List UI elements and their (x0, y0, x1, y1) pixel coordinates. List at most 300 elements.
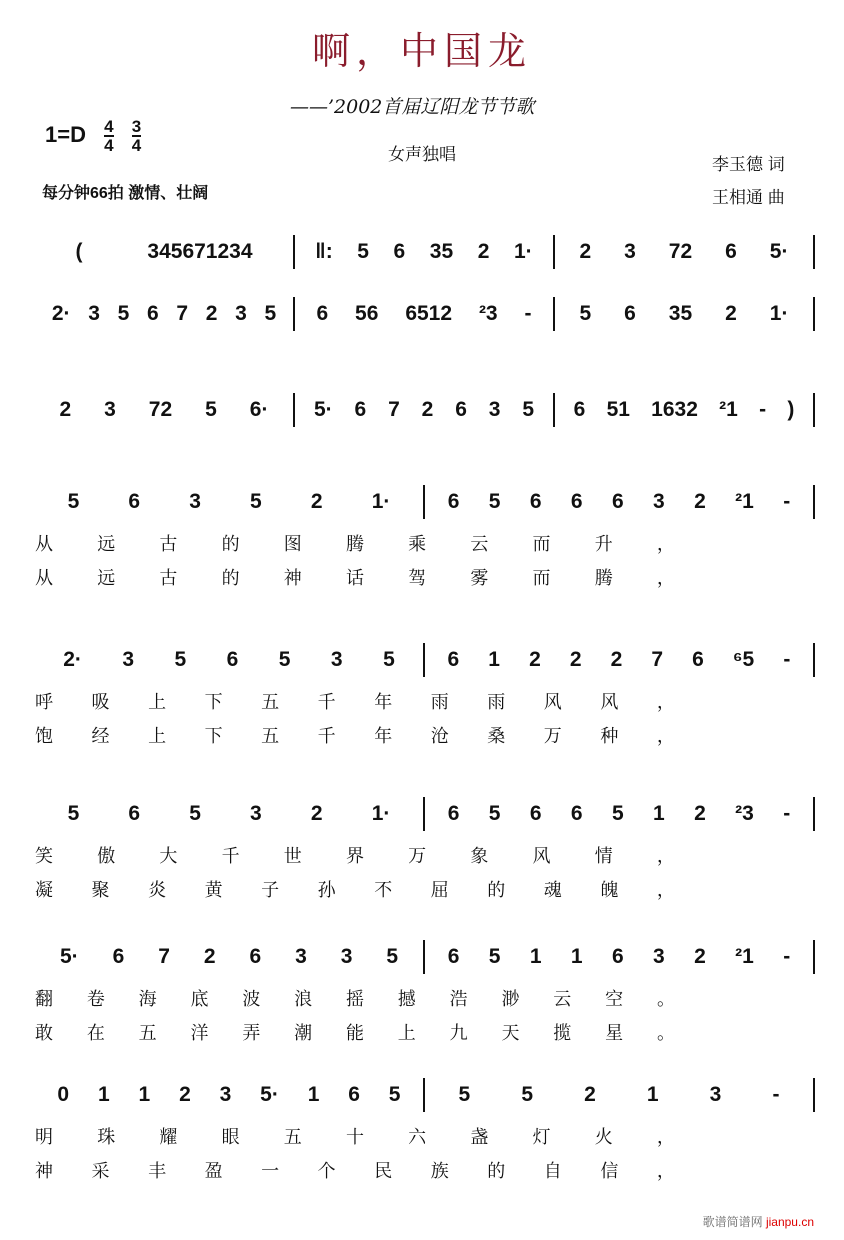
note: 3 (189, 490, 201, 513)
lyric-char: ， (656, 846, 675, 866)
lyric-line (35, 842, 675, 868)
lyric-char: 的 (487, 880, 506, 900)
lyric-char: 渺 (501, 989, 520, 1009)
lyric-char: 波 (242, 989, 261, 1009)
lyric-char: 耀 (159, 1127, 178, 1147)
note: ( (75, 240, 83, 263)
lyric-line (35, 530, 675, 556)
note: 2 (584, 1083, 596, 1106)
note: 3 (235, 302, 247, 325)
lyric-char: 潮 (294, 1023, 313, 1043)
note: 2 (694, 945, 706, 968)
measure (425, 482, 813, 522)
note: 3 (122, 648, 135, 671)
note: 6 (226, 648, 239, 671)
lyric-char: ， (656, 1161, 675, 1181)
note: 35 (429, 240, 454, 263)
note: 6 (611, 945, 624, 968)
note: 6 (316, 302, 329, 325)
note: 6 (455, 398, 467, 421)
note: - (759, 398, 767, 421)
note: 2 (310, 802, 323, 825)
lyric-char: 上 (148, 692, 167, 712)
lyric-char: 界 (345, 846, 364, 866)
key: 1=D (45, 121, 86, 147)
note: 3 (330, 648, 343, 671)
lyric-char: 洋 (190, 1023, 209, 1043)
note: 1 (138, 1083, 151, 1106)
lyric-char: ， (656, 692, 675, 712)
note: 2 (529, 648, 541, 671)
lyric-char: 。 (656, 1023, 675, 1043)
lyric-char: 海 (138, 989, 157, 1009)
lyric-char: 风 (600, 692, 619, 712)
note: 2 (310, 490, 323, 513)
notation-row (35, 640, 815, 680)
lyric-char: 丰 (148, 1161, 167, 1181)
lyric-char: 明 (35, 1127, 53, 1147)
note: 3 (340, 945, 353, 968)
note: 2 (694, 802, 706, 825)
lyric-char: 五 (138, 1023, 157, 1043)
note: 5 (250, 490, 262, 513)
lyric-char: 凝 (35, 880, 53, 900)
note: 6· (249, 398, 269, 421)
key-signature (45, 118, 141, 154)
lyric-char: 世 (283, 846, 302, 866)
lyric-char: ， (656, 568, 675, 588)
note: 6 (393, 240, 406, 263)
note: 5 (579, 302, 592, 325)
lyric-char: 傲 (97, 846, 116, 866)
note: 7 (651, 648, 664, 671)
note: 6 (249, 945, 262, 968)
lyric-char: 神 (35, 1161, 53, 1181)
lyric-char: 从 (35, 534, 53, 554)
note: 5 (388, 1083, 401, 1106)
lyric-line (35, 1123, 675, 1149)
lyric-char: 腾 (345, 534, 364, 554)
lyric-char: 自 (543, 1161, 562, 1181)
note: 2 (725, 302, 737, 325)
measure (295, 390, 553, 430)
notation-row (35, 794, 815, 834)
lyric-char: 大 (159, 846, 178, 866)
lyric-char: 呼 (35, 692, 53, 712)
lyric-char: 六 (408, 1127, 427, 1147)
note: 1 (488, 648, 500, 671)
watermark: 歌谱简谱网 jianpu.cn (702, 1215, 814, 1229)
note: 5 (458, 1083, 471, 1106)
note: 1 (570, 945, 583, 968)
lyric-char: 盏 (470, 1127, 489, 1147)
song-title: 啊，中国龙 (311, 29, 532, 73)
barline (813, 797, 815, 831)
note: 6 (725, 240, 737, 263)
note: ‖: (315, 240, 333, 263)
lyric-char: 在 (86, 1023, 105, 1043)
lyric-char: 神 (283, 568, 302, 588)
note: 6 (447, 648, 460, 671)
lyric-char: 饱 (35, 726, 53, 746)
measure (555, 232, 813, 272)
notation-row (35, 232, 815, 272)
lyric-char: 浩 (449, 989, 468, 1009)
lyric-char: 敢 (35, 1023, 53, 1043)
barline (813, 393, 815, 427)
lyric-char: 万 (543, 726, 562, 746)
note: 5· (769, 240, 789, 263)
note: 2 (694, 490, 706, 513)
note: 5 (205, 398, 217, 421)
lyric-char: 古 (159, 534, 178, 554)
lyric-char: 象 (470, 846, 489, 866)
notation-row (35, 294, 815, 334)
lyric-char: 五 (261, 692, 280, 712)
measure (35, 294, 293, 334)
note: 6 (447, 945, 460, 968)
note: 5 (611, 802, 624, 825)
lyric-char: 驾 (408, 568, 427, 588)
barline (813, 485, 815, 519)
notation-row (35, 937, 815, 977)
lyric-char: 下 (204, 726, 223, 746)
lyric-char: 摇 (345, 989, 364, 1009)
note: - (783, 802, 791, 825)
note: 2 (205, 302, 218, 325)
lyric-char: 万 (408, 846, 427, 866)
measure (35, 390, 293, 430)
lyric-char: 雨 (487, 692, 506, 712)
lyric-line (35, 1019, 675, 1045)
lyric-char: 魂 (543, 880, 562, 900)
note: 5 (67, 490, 80, 513)
note: 1· (769, 302, 789, 325)
measure (295, 294, 553, 334)
lyric-char: 一 (261, 1161, 280, 1181)
note: 1· (513, 240, 533, 263)
note: ²1 (735, 945, 754, 968)
note: - (783, 945, 791, 968)
lyric-char: 民 (374, 1161, 393, 1181)
lyric-line (35, 564, 675, 590)
lyric-char: 星 (605, 1023, 624, 1043)
notation-row (35, 482, 815, 522)
lyric-line (35, 688, 675, 714)
measure (295, 232, 553, 272)
lyric-char: 从 (35, 568, 53, 588)
measure (555, 294, 813, 334)
note: 72 (148, 398, 173, 421)
lyric-char: 盈 (204, 1161, 223, 1181)
lyric-char: 揽 (553, 1023, 572, 1043)
lyric-char: 远 (97, 534, 116, 554)
note: 5 (386, 945, 399, 968)
lyric-char: 弄 (242, 1023, 261, 1043)
lyric-char: 火 (594, 1127, 613, 1147)
lyric-char: 五 (283, 1127, 302, 1147)
lyric-char: 而 (532, 568, 551, 588)
time-signature-2: $\frac{3}{4}$ (131, 117, 142, 155)
lyric-char: 空 (605, 989, 624, 1009)
note: ²1 (735, 490, 754, 513)
lyric-char: 信 (600, 1161, 619, 1181)
lyric-char: 千 (317, 692, 336, 712)
note: 56 (355, 302, 379, 325)
note: - (783, 490, 791, 513)
note: 5 (383, 648, 395, 671)
note: 2 (179, 1083, 191, 1106)
lyric-char: 远 (97, 568, 116, 588)
note: 5 (264, 302, 277, 325)
note: 3 (104, 398, 116, 421)
barline (813, 643, 815, 677)
note: 2 (421, 398, 434, 421)
lyric-char: 云 (553, 989, 572, 1009)
lyric-char: 个 (317, 1161, 336, 1181)
lyric-char: 千 (317, 726, 336, 746)
lyric-char: ， (656, 1127, 675, 1147)
note: 6 (447, 802, 460, 825)
note: 5 (117, 302, 130, 325)
note: 5 (67, 802, 80, 825)
lyric-char: 眼 (221, 1127, 240, 1147)
lyric-char: 聚 (91, 880, 110, 900)
note: 6 (447, 490, 460, 513)
lyric-char: 五 (261, 726, 280, 746)
note: 51 (606, 398, 630, 421)
note: 2 (203, 945, 216, 968)
subtitle: ——’2002首届辽阳龙节节歌 (290, 96, 535, 118)
lyric-char: 风 (543, 692, 562, 712)
note: 1 (653, 802, 665, 825)
note: 6 (573, 398, 586, 421)
note: 7 (158, 945, 170, 968)
note: 5· (313, 398, 333, 421)
lyric-char: 沧 (430, 726, 449, 746)
note: 72 (668, 240, 693, 263)
lyric-char: 天 (501, 1023, 520, 1043)
lyric-char: 千 (221, 846, 240, 866)
note: 3 (624, 240, 636, 263)
lyric-char: 九 (449, 1023, 468, 1043)
lyric-line (35, 985, 675, 1011)
note: 5 (488, 490, 501, 513)
lyric-char: 。 (656, 989, 675, 1009)
measure (35, 1075, 423, 1115)
note: 6 (146, 302, 159, 325)
note: 1 (646, 1083, 659, 1106)
note: 6 (570, 802, 583, 825)
note: 35 (668, 302, 693, 325)
composer: 王相通 曲 (712, 188, 785, 207)
note: 5 (174, 648, 187, 671)
note: 6 (624, 302, 636, 325)
note: 1 (307, 1083, 320, 1106)
barline (813, 235, 815, 269)
note: 5 (488, 802, 501, 825)
lyric-char: 话 (345, 568, 364, 588)
lyric-char: 底 (190, 989, 209, 1009)
note: 2 (579, 240, 592, 263)
note: 5 (521, 1083, 534, 1106)
note: 6 (570, 490, 583, 513)
lyric-char: 腾 (594, 568, 613, 588)
note: 2 (569, 648, 582, 671)
note: ²3 (478, 302, 498, 325)
barline (813, 940, 815, 974)
lyric-char: 卷 (86, 989, 105, 1009)
lyric-char: 族 (430, 1161, 449, 1181)
note: - (772, 1083, 780, 1106)
lyric-char: 图 (283, 534, 302, 554)
lyric-char: 雨 (430, 692, 449, 712)
note: 2· (63, 648, 82, 671)
lyric-char: 年 (374, 726, 393, 746)
lyric-char: 炎 (148, 880, 167, 900)
measure (425, 794, 813, 834)
note: 6 (112, 945, 125, 968)
lyric-char: 不 (374, 880, 393, 900)
lyric-char: 种 (600, 726, 619, 746)
lyricist: 李玉德 词 (712, 155, 785, 174)
note: 3 (488, 398, 501, 421)
note: ²3 (735, 802, 754, 825)
note: 345671234 (147, 240, 253, 263)
lyric-char: 珠 (97, 1127, 116, 1147)
notation-row (35, 1075, 815, 1115)
note: 5 (488, 945, 501, 968)
measure (35, 937, 423, 977)
lyric-char: ， (656, 534, 675, 554)
lyric-char: 桑 (487, 726, 506, 746)
lyric-char: 经 (91, 726, 110, 746)
lyric-char: 能 (345, 1023, 364, 1043)
barline (813, 297, 815, 331)
lyric-char: 而 (532, 534, 551, 554)
lyric-char: 上 (397, 1023, 416, 1043)
lyric-char: 子 (261, 880, 280, 900)
note: ) (787, 398, 795, 421)
lyric-char: 乘 (408, 534, 427, 554)
note: 3 (653, 945, 665, 968)
note: 5 (522, 398, 534, 421)
measure (425, 640, 813, 680)
note: 3 (295, 945, 307, 968)
lyric-char: 情 (594, 846, 613, 866)
note: 6512 (405, 302, 453, 325)
lyric-char: 黄 (204, 880, 223, 900)
lyric-char: 十 (345, 1127, 364, 1147)
note: 0 (57, 1083, 70, 1106)
note: 1 (529, 945, 542, 968)
lyric-char: 浪 (294, 989, 313, 1009)
lyric-char: 年 (374, 692, 393, 712)
note: 3 (250, 802, 262, 825)
lyric-char: 灯 (532, 1127, 551, 1147)
lyric-char: 的 (487, 1161, 506, 1181)
lyric-char: 吸 (91, 692, 110, 712)
note: 6 (128, 802, 141, 825)
tempo-marking: 每分钟66拍 激情、壮阔 (42, 185, 209, 202)
lyric-line (35, 1157, 675, 1183)
note: 7 (176, 302, 189, 325)
note: ²1 (719, 398, 738, 421)
note: 5· (260, 1083, 279, 1106)
lyric-char: 翻 (35, 989, 53, 1009)
note: 5 (357, 240, 369, 263)
note: ⁶5 (732, 648, 755, 671)
lyric-char: 下 (204, 692, 223, 712)
measure (555, 390, 813, 430)
note: 3 (219, 1083, 232, 1106)
measure (35, 482, 423, 522)
note: 6 (354, 398, 367, 421)
lyric-char: 升 (594, 534, 613, 554)
lyric-char: 笑 (35, 846, 53, 866)
note: 6 (348, 1083, 360, 1106)
note: 1 (97, 1083, 110, 1106)
note: 6 (529, 802, 542, 825)
lyric-char: 孙 (317, 880, 336, 900)
lyric-char: 的 (221, 568, 240, 588)
performer: 女声独唱 (388, 145, 456, 164)
note: 6 (611, 490, 624, 513)
note: 3 (653, 490, 665, 513)
notation-row (35, 390, 815, 430)
lyric-line (35, 876, 675, 902)
note: 5 (278, 648, 291, 671)
note: 3 (88, 302, 100, 325)
lyric-char: 采 (91, 1161, 110, 1181)
note: 3 (709, 1083, 722, 1106)
note: 5 (189, 802, 201, 825)
lyric-char: ， (656, 726, 675, 746)
note: - (524, 302, 532, 325)
note: 1· (371, 802, 391, 825)
measure (35, 794, 423, 834)
barline (813, 1078, 815, 1112)
measure (35, 232, 293, 272)
note: 6 (692, 648, 704, 671)
lyric-char: 上 (148, 726, 167, 746)
lyric-char: 古 (159, 568, 178, 588)
note: 2 (610, 648, 623, 671)
note: 5· (59, 945, 79, 968)
lyric-line (35, 722, 675, 748)
lyric-char: 雾 (470, 568, 489, 588)
lyric-char: 风 (532, 846, 551, 866)
note: 6 (529, 490, 542, 513)
lyric-char: ， (656, 880, 675, 900)
measure (425, 1075, 813, 1115)
lyric-char: 屈 (430, 880, 449, 900)
measure (425, 937, 813, 977)
time-signature-1: $\frac{4}{4}$ (104, 117, 114, 155)
note: 7 (388, 398, 400, 421)
lyric-char: 魄 (600, 880, 619, 900)
note: 2· (51, 302, 71, 325)
measure (35, 640, 423, 680)
note: - (783, 648, 791, 671)
lyric-char: 的 (221, 534, 240, 554)
note: 1632 (651, 398, 698, 421)
lyric-char: 撼 (397, 989, 416, 1009)
note: 6 (128, 490, 141, 513)
note: 2 (59, 398, 72, 421)
note: 2 (477, 240, 490, 263)
note: 1· (371, 490, 391, 513)
